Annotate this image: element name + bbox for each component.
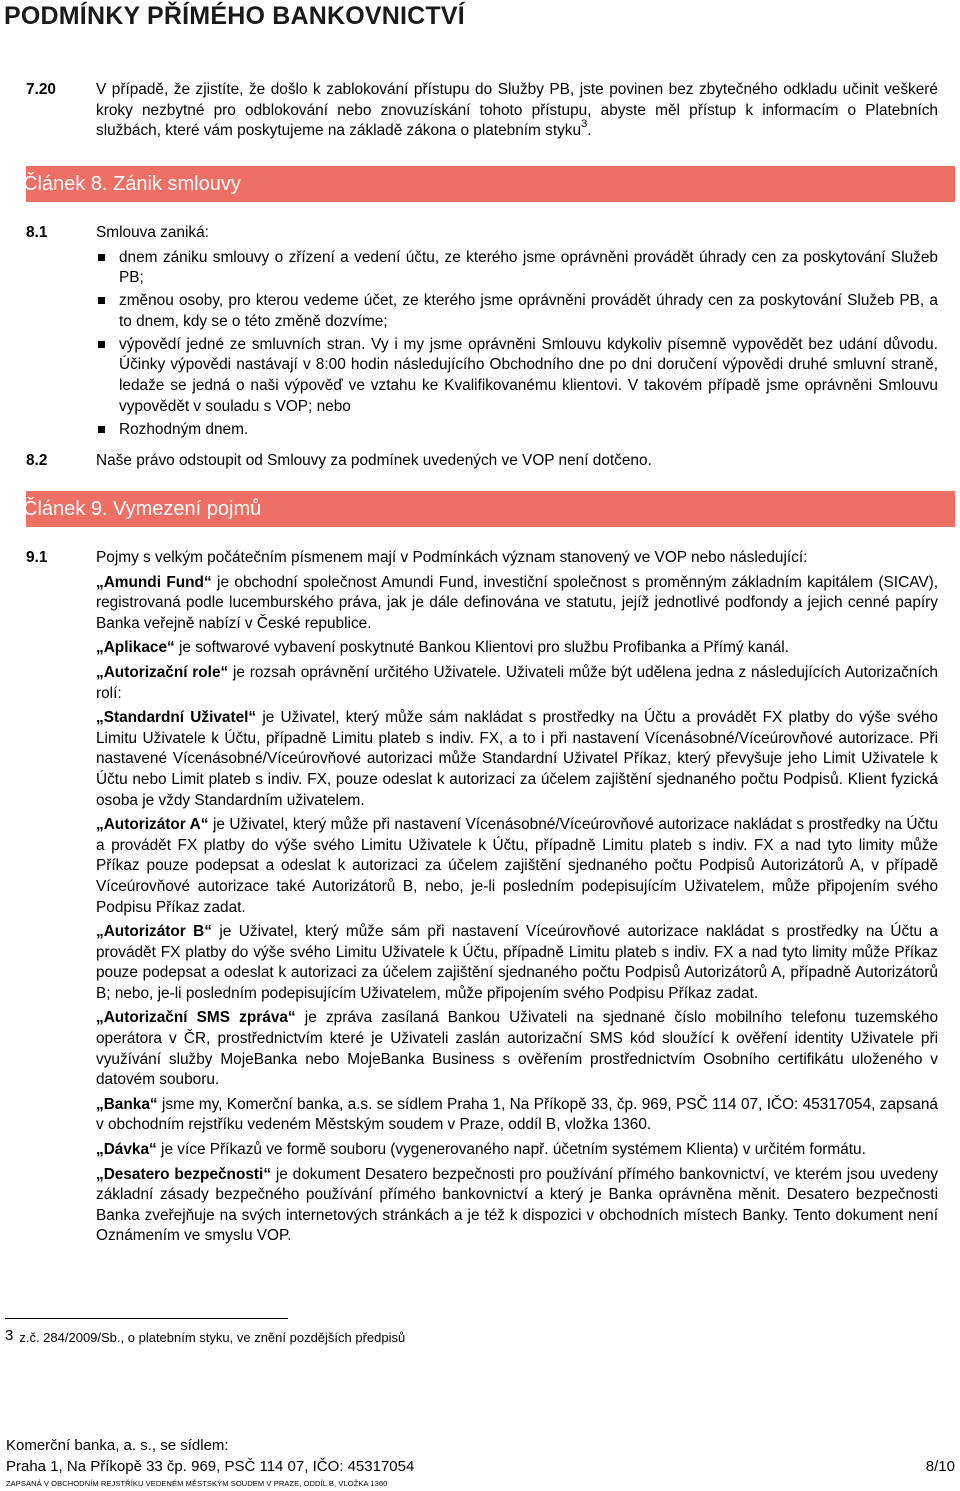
paragraph-8-2: 8.2 Naše právo odstoupit od Smlouvy za podmínek uvedených ve VOP není dotčeno. — [26, 452, 652, 469]
definition-davka: „Dávka“ je více Příkazů ve formě souboru (vygenerovaného např. účetním systémem Klienta) v určitém formátu. — [96, 1141, 866, 1159]
definition-banka: „Banka“ jsme my, Komerční banka, a.s. se sídlem Praha 1, Na Příkopě 33, čp. 969, PSČ 114 07, IČO: 45317054, zapsaná v obchodním rejstříku vedeném Městským soudem v Praze, oddíl B, vložka 1360. — [96, 1095, 938, 1134]
paragraph-8-1: 8.1 Smlouva zaniká: dnem zániku smlouvy o zřízení a vedení účtu, ze kterého jsme oprávněni provádět úhrady cen za poskytování Služeb PB; změnou osoby, pro kterou vedeme účet, ze kterého jsme oprávněni provádět úhrady cen za poskytování Služeb PB, a to dnem, kdy se o této změně dozvíme; výpovědí jedné ze smluvních stran. Vy i my jsme oprávněni Smlouvu kdykoliv písemně vypovědět bez udání důvodu. Účinky výpovědi nastávají v 8:00 hodin následujícího Obchodního dne po dni doručení výpovědi druhé smluvní straně, ledaže se jedná o naši výpověď ve vztahu ke Kvalifikovanému klientovi. V takovém případě jsme oprávněni Smlouvu vypovědět v souladu s VOP; nebo Rozhodným dnem. — [26, 223, 938, 443]
paragraph-text: V případě, že zjistíte, že došlo k zablokování přístupu do Služby PB, jste povinen bez zbytečného odkladu učinit veškeré kroky nezbytné pro odblokování nebo znovuzískání tohoto přístupu, abyste měl přístup k informacím o Platebních službách, které vám poskytujeme na základě zákona o platebním styku — [96, 81, 938, 140]
paragraph-intro: Smlouva zaniká: — [96, 224, 209, 241]
list-item: dnem zániku smlouvy o zřízení a vedení účtu, ze kterého jsme oprávněni provádět úhrady cen za poskytování Služeb PB; — [96, 248, 938, 289]
footnote — [5, 1329, 405, 1346]
definition-autorizator-b: „Autorizátor B“ je Uživatel, který může sám při nastavení Víceúrovňové autorizace nakládat s prostředky na Účtu a provádět FX platby do výše svého Limitu Uživatele k Účtu, případně Limitu plateb s indiv. FX a nad tyto limity může Příkaz pouze podepsat a odeslat k autorizaci za účelem zajištění sjednaného počtu Podpisů Autorizátorů A, případně Autorizátorů B; nebo, je-li posledním podepisujícím Uživatelem, může připojením svého Podpisu Příkaz zadat. — [96, 923, 938, 1002]
footnote-reference[interactable]: 3 — [581, 118, 588, 131]
footnote-number: 3 — [5, 1327, 14, 1344]
paragraph-body: V případě, že zjistíte, že došlo k zablokování přístupu do Služby PB, jste povinen bez zbytečného odkladu učinit veškeré kroky nezbytné pro odblokování nebo znovuzískání tohoto přístupu, abyste měl přístup k informacím o Platebních službách, které vám poskytujeme na základě zákona o platebním styku$^3$. — [96, 81, 938, 140]
paragraph-7-20 — [26, 80, 938, 143]
footer-registry: ZAPSANÁ V OBCHODNÍM REJSTŘÍKU VEDENÉM MĚSTSKÝM SOUDEM V PRAZE, ODDÍL B, VLOŽKA 1360 — [6, 1479, 388, 1488]
definition-autorizator-a: „Autorizátor A“ je Uživatel, který může při nastavení Vícenásobné/Víceúrovňové autorizace nakládat s prostředky na Účtu a provádět FX platby do výše svého Limitu Uživatele k Účtu, případně Limitu plateb s indiv. FX a nad tyto limity může Příkaz pouze podepsat a odeslat k autorizaci za účelem zajištění sjednaného počtu Podpisů Autorizátorů A, v případě Víceúrovňové autorizace také Autorizátorů B, nebo, je-li posledním podepisujícím Uživatelem, může připojením svého Podpisu Příkaz zadat. — [96, 816, 939, 916]
list-item: změnou osoby, pro kterou vedeme účet, ze kterého jsme oprávněni provádět úhrady cen za poskytování Služeb PB, a to dnem, kdy se o této změně dozvíme; — [96, 291, 938, 332]
page-number: 8/10 — [925, 1458, 955, 1475]
document-title: PODMÍNKY PŘÍMÉHO BANKOVNICTVÍ — [4, 2, 465, 30]
paragraph-9-1: 9.1 Pojmy s velkým počátečním písmenem mají v Podmínkách význam stanovený ve VOP nebo následující: „Amundi Fund“ je obchodní společnost Amundi Fund, investiční společnost s proměnným základním kapitálem (SICAV), registrovaná podle lucemburského práva, jak je dále definována ve statutu, jejíž jednotlivé podfondy a jejich cenné papíry Banka veřejně nabízí v České republice. „Aplikace“ je softwarové vybavení poskytnuté Bankou Klientovi pro službu Profibanka a Přímý kanál. „Autorizační role“ je rozsah oprávnění určitého Uživatele. Uživateli může být udělena jedna z následujících Autorizačních rolí: „Standardní Uživatel“ je Uživatel, který může sám nakládat s prostředky na Účtu a provádět FX platby do výše svého Limitu Uživatele k Účtu, případně Limitu plateb s indiv. FX, a to i při nastavení Vícenásobné/Víceúrovňové autorizace. Při nastavené Vícenásobné/Víceúrovňové autorizaci může Standardní Uživatel Příkaz, který převyšuje jeho Limit Uživatele k Účtu nebo Limit plateb s indiv. FX, pouze odeslat k autorizaci za účelem zajištění sjednaného počtu Podpisů. Klient fyzická osoba je vždy Standardním uživatelem. „Autorizátor A“ je Uživatel, který může při nastavení Vícenásobné/Víceúrovňové autorizace nakládat s prostředky na Účtu a provádět FX platby do výše svého Limitu Uživatele k Účtu, případně Limitu plateb s indiv. FX a nad tyto limity může Příkaz pouze podepsat a odeslat k autorizaci za účelem zajištění sjednaného počtu Podpisů Autorizátorů A, v případě Víceúrovňové autorizace také Autorizátorů B, nebo, je-li posledním podepisujícím Uživatelem, může připojením svého Podpisu Příkaz zadat. „Autorizátor B“ je Uživatel, který může sám při nastavení Víceúrovňové autorizace nakládat s prostředky na Účtu a provádět FX platby do výše svého Limitu Uživatele k Účtu, případně Limitu plateb s indiv. FX a nad tyto limity může Příkaz pouze podepsat a odeslat k autorizaci za účelem zajištění sjednaného počtu Podpisů Autorizátorů A, případně Autorizátorů B; nebo, je-li posledním podepisujícím Uživatelem, může připojením svého Podpisu Příkaz zadat. „Autorizační SMS zpráva“ je zpráva zasílaná Bankou Uživateli na sjednané číslo mobilního telefonu tuzemského operátora v ČR, prostřednictvím které je Uživateli zaslán autorizační SMS kód sloužící k ověření identity Uživatele při využívání služby MojeBanka nebo MojeBanka Business s ověřením prostřednictvím Osobního certifikátu uloženého v datovém souboru. „Banka“ jsme my, Komerční banka, a.s. se sídlem Praha 1, Na Příkopě 33, čp. 969, PSČ 114 07, IČO: 45317054, zapsaná v obchodním rejstříku vedeném Městským soudem v Praze, oddíl B, vložka 1360. „Dávka“ je více Příkazů ve formě souboru (vygenerovaného např. účetním systémem Klienta) v určitém formátu. „Desatero bezpečnosti“ je dokument Desatero bezpečnosti pro používání přímého bankovnictví, ve kterém jsou uvedeny základní zásady bezpečného používání přímého bankovnictví a který je Banka oprávněna měnit. Desatero bezpečnosti Banka zveřejňuje na svých internetových stránkách a je též k dispozici v obchodních místech Banky. Tento dokument není Oznámením ve smyslu VOP. — [26, 548, 938, 1251]
footnote-text: z.č. 284/2009/Sb., o platebním styku, ve znění pozdějších předpisů — [19, 1330, 406, 1345]
definition-autorizacni-sms: „Autorizační SMS zpráva“ je zpráva zasílaná Bankou Uživateli na sjednané číslo mobilního telefonu tuzemského operátora v ČR, prostřednictvím které je Uživateli zaslán autorizační SMS kód sloužící k ověření identity Uživatele při využívání služby MojeBanka nebo MojeBanka Business s ověřením prostřednictvím Osobního certifikátu uloženého v datovém souboru. — [96, 1009, 939, 1089]
definition-desatero: „Desatero bezpečnosti“ je dokument Desatero bezpečnosti pro používání přímého bankovnictví, ve kterém jsou uvedeny základní zásady bezpečného používání přímého bankovnictví a který je Banka oprávněna měnit. Desatero bezpečnosti Banka zveřejňuje na svých internetových stránkách a je též k dispozici v obchodních místech Banky. Tento dokument není Oznámením ve smyslu VOP. — [96, 1165, 939, 1245]
definition-autorizacni-role: „Autorizační role“ je rozsah oprávnění určitého Uživatele. Uživateli může být udělena jedna z následujících Autorizačních rolí: — [96, 663, 938, 702]
termination-list — [96, 248, 938, 441]
definition-amundi-fund: „Amundi Fund“ je obchodní společnost Amundi Fund, investiční společnost s proměnným základním kapitálem (SICAV), registrovaná podle lucemburského práva, jak je dále definována ve statutu, jejíž jednotlivé podfondy a jejich cenné papíry Banka veřejně nabízí v České republice. — [96, 573, 938, 632]
definition-aplikace: „Aplikace“ je softwarové vybavení poskytnuté Bankou Klientovi pro službu Profibanka a Přímý kanál. — [96, 639, 789, 657]
article-9-heading: Článek 9. Vymezení pojmů — [26, 491, 955, 527]
footer-company: Komerční banka, a. s., se sídlem: — [6, 1437, 229, 1454]
paragraph-intro: Pojmy s velkým počátečním písmenem mají v Podmínkách význam stanovený ve VOP nebo následující: — [96, 549, 808, 566]
list-item: Rozhodným dnem. — [96, 420, 938, 441]
article-8-heading: Článek 8. Zánik smlouvy — [26, 166, 955, 202]
definition-standardni-uzivatel: „Standardní Uživatel“ je Uživatel, který může sám nakládat s prostředky na Účtu a provádět FX platby do výše svého Limitu Uživatele k Účtu, případně Limitu plateb s indiv. FX, a to i při nastavení Vícenásobné/Víceúrovňové autorizace. Při nastavené Vícenásobné/Víceúrovňové autorizaci může Standardní Uživatel Příkaz, který převyšuje jeho Limit Uživatele k Účtu nebo Limit plateb s indiv. FX, pouze odeslat k autorizaci za účelem zajištění sjednaného počtu Podpisů. Klient fyzická osoba je vždy Standardním uživatelem. — [96, 709, 938, 809]
paragraph-number: 7.20 — [26, 81, 56, 98]
list-item: výpovědí jedné ze smluvních stran. Vy i my jsme oprávněni Smlouvu kdykoliv písemně vypovědět bez udání důvodu. Účinky výpovědi nastávají v 8:00 hodin následujícího Obchodního dne po dni doručení výpovědi druhé smluvní straně, ledaže se jedná o naši výpověď ve vztahu ke Kvalifikovanému klientovi. V takovém případě jsme oprávněni Smlouvu vypovědět v souladu s VOP; nebo — [96, 335, 938, 417]
footer-address: Praha 1, Na Příkopě 33 čp. 969, PSČ 114 07, IČO: 45317054 8/10 — [6, 1458, 955, 1475]
footnote-divider — [5, 1318, 288, 1319]
